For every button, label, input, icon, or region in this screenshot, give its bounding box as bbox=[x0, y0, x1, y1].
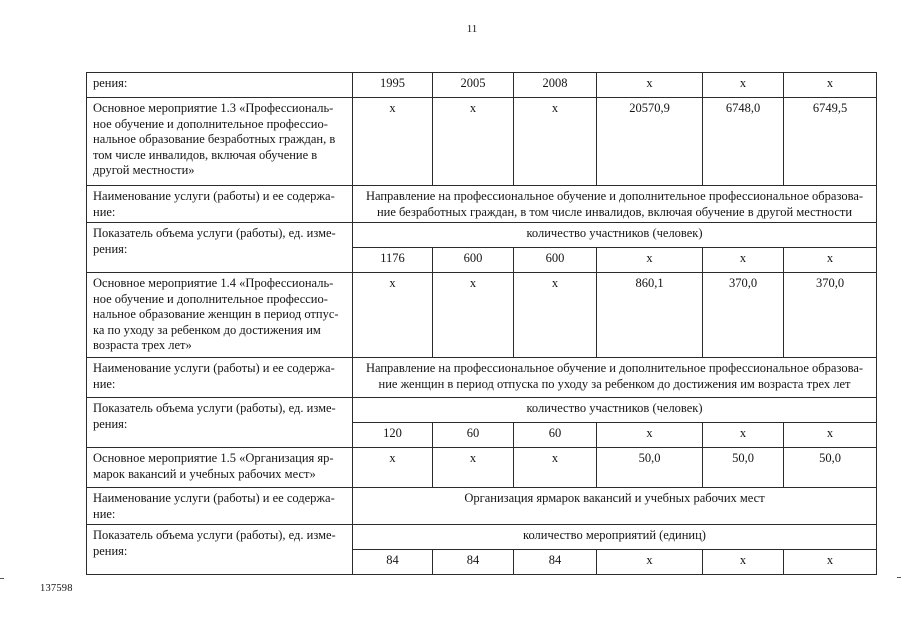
value-cell: 6748,0 bbox=[703, 98, 784, 186]
row-label: Наименование услуги (работы) и ее содержа- ние: bbox=[87, 358, 353, 398]
value-cell: x bbox=[597, 248, 703, 273]
table-row bbox=[87, 186, 877, 223]
value-cell: 20570,9 bbox=[597, 98, 703, 186]
unit-cell: количество мероприятий (единиц) bbox=[353, 525, 877, 550]
row-label: рения: bbox=[87, 73, 353, 98]
table-row bbox=[87, 525, 877, 550]
value-cell: x bbox=[703, 423, 784, 448]
row-label: Наименование услуги (работы) и ее содержа- ние: bbox=[87, 186, 353, 223]
table-row bbox=[87, 398, 877, 423]
value-cell: x bbox=[514, 273, 597, 358]
value-cell: x bbox=[433, 448, 514, 488]
value-cell: x bbox=[703, 248, 784, 273]
service-description-cell: Направление на профессиональное обучение и дополнительное профессиональное образова- ние женщин в период отпуска по уходу за ребенком до достижения им возраста трех лет bbox=[353, 358, 877, 398]
scan-mark bbox=[0, 578, 4, 579]
value-cell: 60 bbox=[433, 423, 514, 448]
value-cell: x bbox=[703, 550, 784, 575]
value-cell: 60 bbox=[514, 423, 597, 448]
value-cell: 860,1 bbox=[597, 273, 703, 358]
row-label: Основное мероприятие 1.5 «Организация яр- марок вакансий и учебных рабочих мест» bbox=[87, 448, 353, 488]
table-row bbox=[87, 488, 877, 525]
table-row bbox=[87, 98, 877, 186]
row-label: Наименование услуги (работы) и ее содержа- ние: bbox=[87, 488, 353, 525]
value-cell: 50,0 bbox=[703, 448, 784, 488]
value-cell: x bbox=[597, 550, 703, 575]
row-label: Показатель объема услуги (работы), ед. изме- рения: bbox=[87, 525, 353, 575]
value-cell: 84 bbox=[353, 550, 433, 575]
value-cell: 120 bbox=[353, 423, 433, 448]
table-row bbox=[87, 358, 877, 398]
value-cell: x bbox=[433, 273, 514, 358]
value-cell: x bbox=[703, 73, 784, 98]
value-cell: x bbox=[353, 98, 433, 186]
table-row bbox=[87, 223, 877, 248]
value-cell: 600 bbox=[514, 248, 597, 273]
value-cell: 84 bbox=[433, 550, 514, 575]
value-cell: 1176 bbox=[353, 248, 433, 273]
value-cell: x bbox=[784, 550, 877, 575]
value-cell: 370,0 bbox=[784, 273, 877, 358]
row-label: Показатель объема услуги (работы), ед. изме- рения: bbox=[87, 398, 353, 448]
value-cell: x bbox=[514, 448, 597, 488]
page-number: 11 bbox=[466, 23, 478, 35]
value-cell: x bbox=[784, 248, 877, 273]
value-cell: x bbox=[514, 98, 597, 186]
footer-code: 137598 bbox=[40, 583, 73, 594]
value-cell: x bbox=[597, 73, 703, 98]
unit-cell: количество участников (человек) bbox=[353, 223, 877, 248]
service-description-cell: Направление на профессиональное обучение и дополнительное профессиональное образова- ние безработных граждан, в том числе инвалидов, включая обучение в другой местности bbox=[353, 186, 877, 223]
row-label: Основное мероприятие 1.4 «Профессиональ- ное обучение и дополнительное профессио- нальное образование женщин в период отпус- ка по уходу за ребенком до достижения им возраста трех лет» bbox=[87, 273, 353, 358]
program-table bbox=[86, 72, 877, 575]
value-cell: 6749,5 bbox=[784, 98, 877, 186]
row-label: Показатель объема услуги (работы), ед. изме- рения: bbox=[87, 223, 353, 273]
table-row bbox=[87, 448, 877, 488]
value-cell: x bbox=[353, 448, 433, 488]
value-cell: x bbox=[597, 423, 703, 448]
value-cell: 50,0 bbox=[597, 448, 703, 488]
table-row bbox=[87, 73, 877, 98]
value-cell: 50,0 bbox=[784, 448, 877, 488]
table-row bbox=[87, 273, 877, 358]
value-cell: 84 bbox=[514, 550, 597, 575]
unit-cell: количество участников (человек) bbox=[353, 398, 877, 423]
value-cell: 600 bbox=[433, 248, 514, 273]
value-cell: x bbox=[353, 273, 433, 358]
service-description-cell: Организация ярмарок вакансий и учебных рабочих мест bbox=[353, 488, 877, 525]
value-cell: 2005 bbox=[433, 73, 514, 98]
value-cell: x bbox=[784, 73, 877, 98]
scan-mark bbox=[897, 577, 901, 578]
row-label: Основное мероприятие 1.3 «Профессиональ- ное обучение и дополнительное профессио- нальное образование безработных граждан, в том числе инвалидов, включая обучение в другой местности» bbox=[87, 98, 353, 186]
value-cell: 1995 bbox=[353, 73, 433, 98]
value-cell: x bbox=[784, 423, 877, 448]
value-cell: 370,0 bbox=[703, 273, 784, 358]
value-cell: x bbox=[433, 98, 514, 186]
value-cell: 2008 bbox=[514, 73, 597, 98]
